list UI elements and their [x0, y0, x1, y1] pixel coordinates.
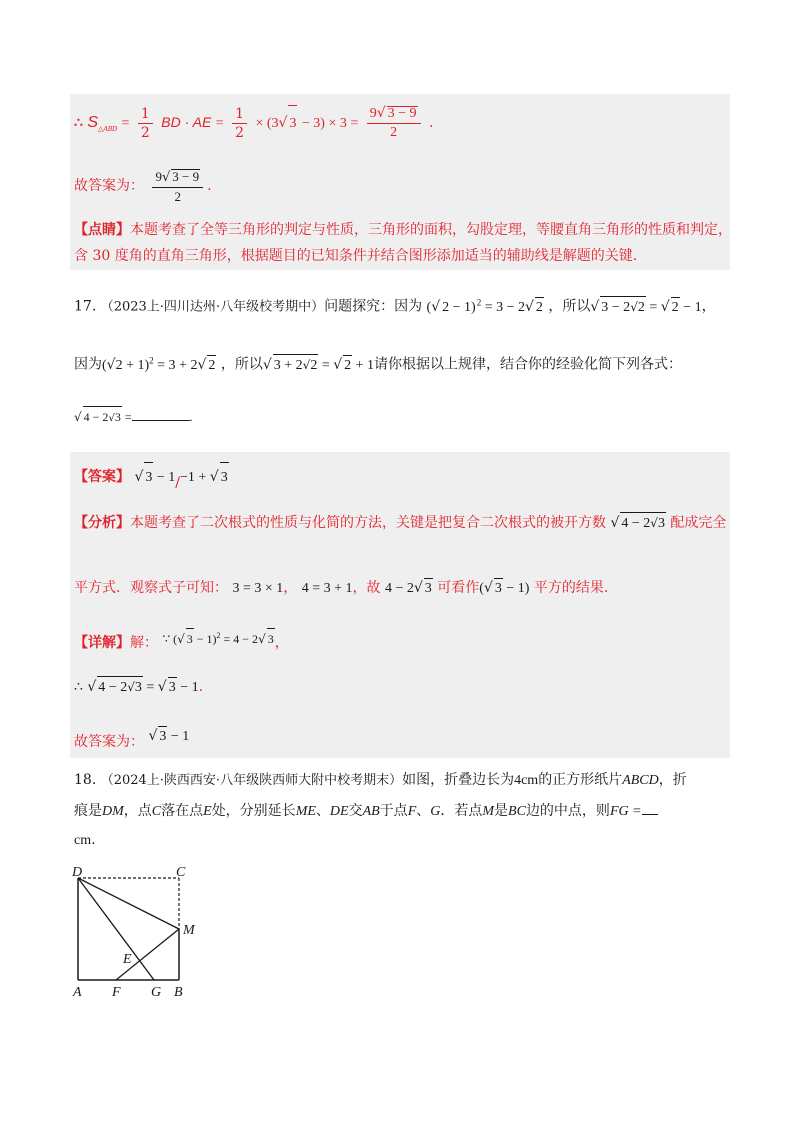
q17-final-answer: 故答案为： √ 3 − 1	[74, 728, 190, 750]
label-M: M	[183, 923, 195, 938]
q18-line-2: 痕是DM，点C落在点E处，分别延长ME、DE交AB于点F、G．若点M是BC边的中点，则FG =	[74, 800, 658, 822]
answer-blank-18[interactable]	[642, 800, 658, 815]
q17-analysis-line-2: 平方式．观察式子可知： 3 = 3 × 1， 4 = 3 + 1，故 4 − 2√ 3 可看作(√ 3 − 1) 平方的结果.	[74, 578, 608, 599]
answer-16-fraction: $\frac{9√ 3 - 9}{2}$	[152, 169, 203, 204]
segment-DG	[78, 878, 154, 980]
label-E: E	[123, 952, 132, 967]
q17-expr2: √ 3 − 2√2 = √ 2 − 1	[590, 300, 701, 315]
q17-detail: 【详解】解： ∵ (√ 3 − 1)$^2$ = 4 − 2√ 3，	[74, 626, 289, 653]
q17-analysis-line-1: 【分析】本题考查了二次根式的性质与化简的方法，关键是把复合二次根式的被开方数 √ 4 − 2√3 配成完全	[74, 512, 726, 534]
q17-therefore: ∴ √ 4 − 2√3 = √ 3 − 1.	[74, 676, 203, 698]
q17-expr4: √ 3 + 2√2 = √ 2 + 1	[263, 358, 374, 373]
half-fraction: $\frac{1}{2}$	[138, 107, 153, 140]
half-fraction-2: $\frac{1}{2}$	[232, 107, 247, 140]
q17-line-1: 17. （2023上·四川达州·八年级校考期中）问题探究：因为 (√ 2 − 1)$^2$ = 3 − 2√ 2 ，所以√ 3 − 2√2 = √ 2 − 1，	[74, 292, 716, 318]
q17-expr3: $(√2 + 1)^2 = 3 + 2√$ 2	[102, 358, 216, 373]
q17-expr1: (√ 2 − 1)$^2$ = 3 − 2√ 2	[427, 300, 544, 315]
label-C: C	[176, 865, 186, 880]
area-formula: ∴ $S_{\triangle ABD}$ = $\frac{1}{2}$ BD · AE = $\frac{1}{2}$ × (3√ 3 − 3) × 3 = $\frac{9√ 3 - 9}{2}$ .	[74, 105, 434, 141]
label-D: D	[72, 865, 83, 880]
fold-line-DM	[78, 878, 179, 929]
q17-task: √ 4 − 2√3 = .	[74, 406, 193, 429]
q17-line-2: 因为$(√2 + 1)^2 = 3 + 2√$ 2 ，所以√ 3 + 2√2 = √ 2 + 1请你根据以上规律，结合你的经验化简下列各式：	[74, 350, 682, 376]
label-G: G	[151, 985, 162, 1000]
area-result-fraction: $\frac{9√ 3 - 9}{2}$	[367, 106, 421, 140]
label-B: B	[174, 985, 183, 1000]
label-A: A	[73, 985, 82, 1000]
square-fold-figure	[66, 862, 206, 1002]
q18-line-3: cm.	[74, 832, 96, 848]
label-F: F	[112, 985, 121, 1000]
answer-blank[interactable]	[132, 406, 190, 421]
q17-answer: 【答案】 √ 3 − 1/−1 + √ 3	[74, 462, 229, 498]
answer-16: 故答案为： $\frac{9√ 3 - 9}{2}$ .	[74, 168, 212, 204]
comment-line-2: 含 30 度角的直角三角形，根据题目的已知条件并结合图形添加适当的辅助线是解题的关键.	[74, 248, 638, 264]
comment-line-1: 【点睛】本题考查了全等三角形的判定与性质，三角形的面积，勾股定理，等腰直角三角形的性质和判定，	[74, 222, 732, 238]
q18-line-1: 18. （2024上·陕西西安·八年级陕西师大附中校考期末）如图，折叠边长为4cm的正方形纸片ABCD，折	[74, 772, 687, 788]
